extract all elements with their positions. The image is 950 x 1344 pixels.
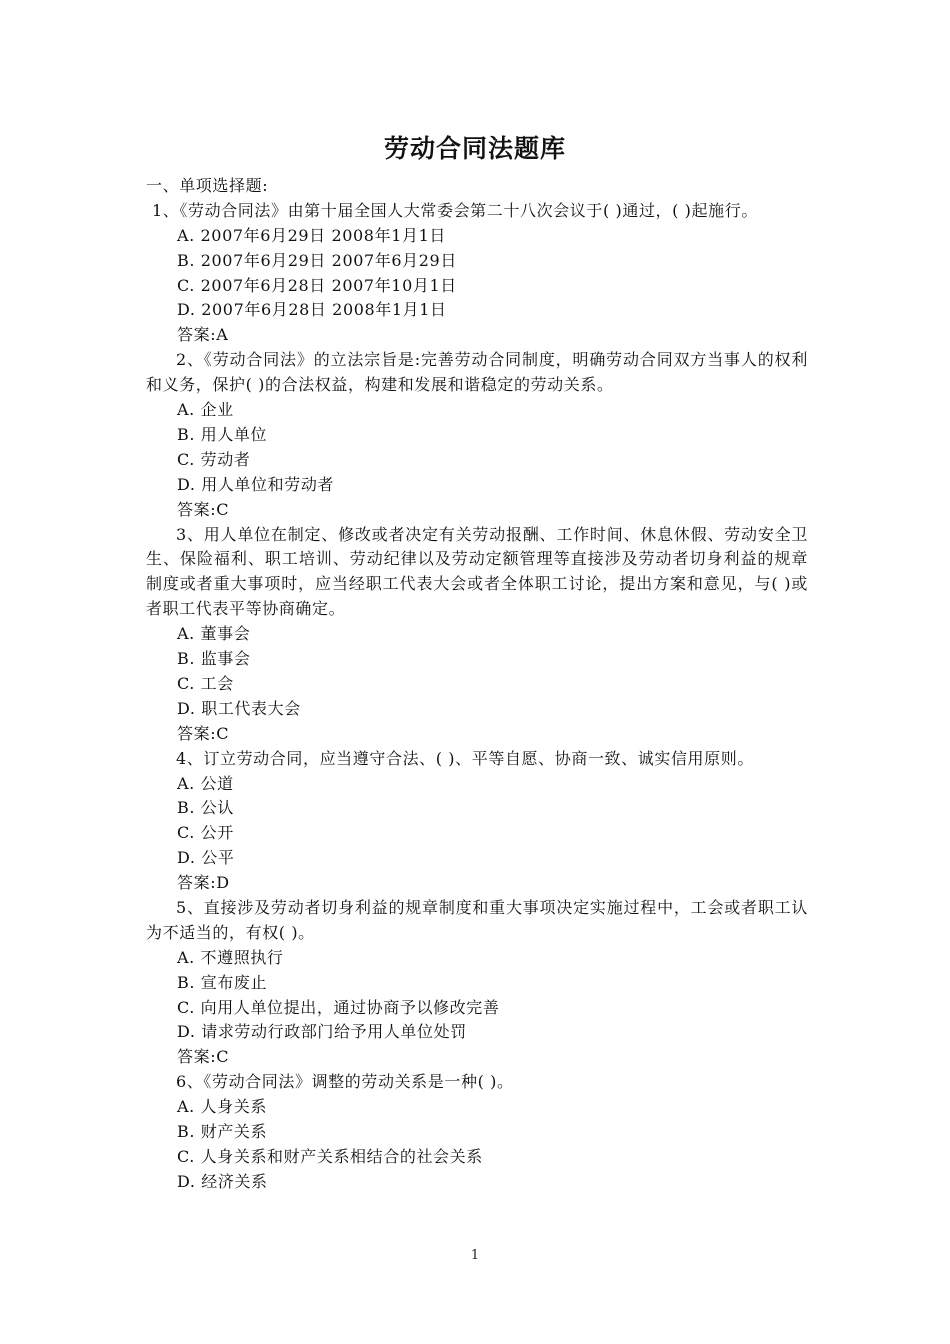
question-5-option-c: C. 向用人单位提出，通过协商予以修改完善 xyxy=(177,997,500,1017)
question-1-answer: 答案:A xyxy=(177,325,229,345)
question-list xyxy=(146,174,808,1195)
question-3-answer: 答案:C xyxy=(177,723,230,743)
question-2-option-a: A. 企业 xyxy=(177,400,234,420)
question-2-option-c: C. 劳动者 xyxy=(177,449,251,469)
question-6-option-d: D. 经济关系 xyxy=(177,1171,268,1191)
question-4-answer: 答案:D xyxy=(177,873,230,893)
question-stem-6: 6、《劳动合同法》调整的劳动关系是一种( )。 xyxy=(176,1072,514,1092)
question-stem-2: 2、《劳动合同法》的立法宗旨是:完善劳动合同制度，明确劳动合同双方当事人的权利和义务，保护( )的合法权益，构建和发展和谐稳定的劳动关系。 xyxy=(146,350,808,395)
question-1-option-c: C. 2007年6月28日 2007年10月1日 xyxy=(177,275,457,295)
question-2-answer: 答案:C xyxy=(177,499,230,519)
question-stem-3: 3、用人单位在制定、修改或者决定有关劳动报酬、工作时间、休息休假、劳动安全卫生、保险福利、职工培训、劳动纪律以及劳动定额管理等直接涉及劳动者切身利益的规章制度或者重大事项时，应当经职工代表大会或者全体职工讨论，提出方案和意见，与( )或者职工代表平等协商确定。 xyxy=(146,524,808,619)
question-6-option-c: C. 人身关系和财产关系相结合的社会关系 xyxy=(177,1146,483,1166)
question-3-option-b: B. 监事会 xyxy=(177,649,251,669)
question-4-option-a: A. 公道 xyxy=(177,773,234,793)
question-stem-4: 4、订立劳动合同，应当遵守合法、( )、平等自愿、协商一致、诚实信用原则。 xyxy=(176,748,754,768)
question-6-option-b: B. 财产关系 xyxy=(177,1122,268,1142)
question-1-option-d: D. 2007年6月28日 2008年1月1日 xyxy=(177,300,447,320)
question-1-option-b: B. 2007年6月29日 2007年6月29日 xyxy=(177,250,457,270)
question-3-option-c: C. 工会 xyxy=(177,673,234,693)
question-4-option-b: B. 公认 xyxy=(177,798,234,818)
question-2-option-b: B. 用人单位 xyxy=(177,424,268,444)
section-heading: 一、单项选择题: xyxy=(146,176,269,195)
page-number: 1 xyxy=(470,1248,480,1263)
question-3-option-a: A. 董事会 xyxy=(177,624,251,644)
question-4-option-d: D. 公平 xyxy=(177,848,235,868)
question-5-option-a: A. 不遵照执行 xyxy=(177,947,284,967)
question-stem-5: 5、直接涉及劳动者切身利益的规章制度和重大事项决定实施过程中，工会或者职工认为不适当的，有权( )。 xyxy=(146,897,808,942)
question-1-option-a: A. 2007年6月29日 2008年1月1日 xyxy=(177,225,446,245)
question-5-option-d: D. 请求劳动行政部门给予用人单位处罚 xyxy=(177,1022,467,1042)
question-5-answer: 答案:C xyxy=(177,1047,230,1067)
question-stem-1: 1、《劳动合同法》由第十届全国人大常委会第二十八次会议于( )通过，( )起施行。 xyxy=(152,200,758,220)
question-3-option-d: D. 职工代表大会 xyxy=(177,698,301,718)
document-title: 劳动合同法题库 xyxy=(383,134,566,163)
question-6-option-a: A. 人身关系 xyxy=(177,1097,267,1117)
question-5-option-b: B. 宣布废止 xyxy=(177,972,268,992)
question-4-option-c: C. 公开 xyxy=(177,823,234,843)
question-2-option-d: D. 用人单位和劳动者 xyxy=(177,474,335,494)
